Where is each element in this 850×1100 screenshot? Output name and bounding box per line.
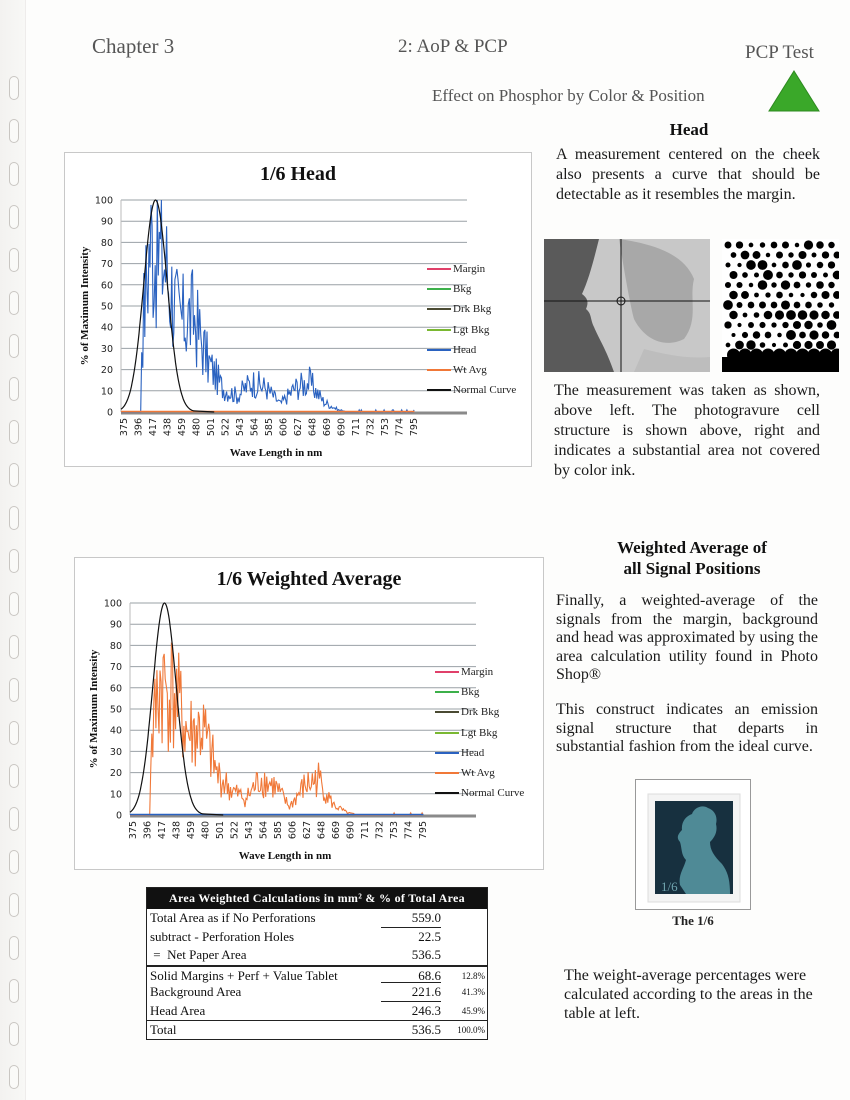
legend-label: Drk Bkg [453, 303, 492, 316]
legend-item [427, 340, 516, 360]
svg-text:774: 774 [394, 418, 406, 437]
stamp-image [635, 779, 751, 910]
svg-text:711: 711 [351, 418, 362, 437]
legend-swatch [427, 369, 451, 371]
svg-text:732: 732 [374, 821, 386, 840]
legend-item [435, 743, 524, 763]
binding-strip [0, 0, 26, 1100]
svg-text:501: 501 [215, 821, 226, 840]
binding-hole [9, 592, 19, 616]
legend-swatch [427, 308, 451, 310]
svg-text:10: 10 [109, 789, 122, 801]
cell-structure-photo [722, 239, 839, 372]
svg-text:501: 501 [206, 418, 217, 437]
row-label: Background Area [150, 984, 242, 999]
binding-hole [9, 936, 19, 960]
chart-legend [427, 259, 516, 400]
svg-text:732: 732 [365, 418, 377, 437]
legend-label: Bkg [453, 283, 472, 296]
legend-swatch [435, 792, 459, 794]
binding-hole [9, 334, 19, 358]
table-row [147, 1002, 487, 1021]
svg-text:90: 90 [109, 619, 122, 631]
weighted-title-line2: all Signal Positions [623, 559, 761, 578]
binding-hole [9, 205, 19, 229]
svg-text:753: 753 [389, 821, 400, 840]
svg-text:10: 10 [100, 386, 113, 398]
binding-hole [9, 119, 19, 143]
table-row [147, 909, 487, 928]
svg-text:80: 80 [109, 640, 122, 652]
test-label: PCP Test [745, 42, 814, 63]
binding-hole [9, 678, 19, 702]
legend-item [427, 279, 516, 299]
svg-text:690: 690 [345, 821, 357, 840]
svg-text:438: 438 [171, 821, 183, 840]
svg-text:690: 690 [336, 418, 348, 437]
table-row [147, 928, 487, 947]
binding-hole [9, 506, 19, 530]
svg-text:60: 60 [109, 683, 122, 695]
row-label: Total [150, 1022, 177, 1037]
legend-label: Head [461, 746, 485, 759]
weighted-paragraph-1: Finally, a weighted-average of the signals from the margin, background and head was approximated by using the area calculation utility found in Photo Shop® [556, 592, 818, 683]
binding-hole [9, 248, 19, 272]
legend-item [427, 380, 516, 400]
svg-text:396: 396 [142, 821, 154, 840]
legend-label: Lgt Bkg [453, 323, 490, 336]
svg-text:60: 60 [100, 280, 113, 292]
row-pct: 100.0% [457, 1025, 485, 1035]
svg-text:627: 627 [302, 821, 313, 840]
legend-swatch [427, 349, 451, 351]
svg-text:669: 669 [331, 821, 342, 840]
legend-swatch [427, 329, 451, 331]
svg-text:585: 585 [264, 418, 275, 437]
legend-swatch [435, 752, 459, 754]
legend-swatch [435, 691, 459, 693]
legend-label: Drk Bkg [461, 706, 500, 719]
row-value: 559.0 [381, 909, 441, 928]
triangle-icon [768, 70, 820, 112]
svg-text:417: 417 [148, 418, 159, 437]
table-row [147, 1020, 487, 1039]
binding-hole [9, 893, 19, 917]
svg-text:522: 522 [229, 821, 241, 840]
row-pct [441, 909, 487, 928]
svg-text:459: 459 [186, 821, 197, 840]
svg-text:70: 70 [109, 662, 122, 674]
legend-label: Normal Curve [453, 384, 517, 397]
svg-text:Wave Length in nm: Wave Length in nm [238, 850, 332, 862]
svg-text:50: 50 [109, 704, 122, 716]
binding-hole [9, 721, 19, 745]
svg-text:795: 795 [418, 821, 429, 840]
row-pct: 12.8% [461, 970, 485, 981]
legend-item [435, 723, 524, 743]
binding-hole [9, 1022, 19, 1046]
row-pct [441, 946, 487, 965]
svg-text:543: 543 [235, 418, 246, 437]
svg-text:Wave Length in nm: Wave Length in nm [229, 447, 323, 459]
table-row [147, 965, 487, 984]
svg-text:20: 20 [100, 365, 113, 377]
legend-item [435, 763, 524, 783]
legend-label: Wt Avg [461, 767, 495, 780]
binding-hole [9, 420, 19, 444]
legend-swatch [427, 268, 451, 270]
legend-item [435, 783, 524, 803]
row-value: 246.3 [411, 1002, 441, 1018]
head-chart [64, 152, 532, 467]
legend-label: Margin [453, 263, 486, 276]
chapter-label: Chapter 3 [92, 34, 175, 58]
row-value: 68.6 [381, 967, 441, 984]
legend-item [435, 662, 524, 682]
table-title: Area Weighted Calculations in mm² & % of Total Area [147, 888, 487, 909]
svg-text:30: 30 [109, 746, 122, 758]
chart-title: 1/6 Head [259, 163, 337, 185]
row-label: Solid Margins + Perf + Value Tablet [150, 967, 338, 983]
legend-item [427, 259, 516, 279]
binding-hole [9, 807, 19, 831]
svg-text:648: 648 [307, 418, 319, 437]
legend-label: Lgt Bkg [461, 726, 498, 739]
svg-text:648: 648 [316, 821, 328, 840]
stamp-value-text: 1/6 [661, 879, 678, 894]
area-weighted-table [146, 887, 488, 1040]
legend-label: Normal Curve [461, 787, 525, 800]
head-section-caption: The measurement was taken as shown, above left. The photogravure cell structure is shown above, right and indicates a substantial area not covered by color ink. [554, 382, 820, 479]
binding-hole [9, 1065, 19, 1089]
legend-label: Wt Avg [453, 364, 487, 377]
svg-text:669: 669 [322, 418, 333, 437]
legend-item [427, 320, 516, 340]
head-section-paragraph: A measurement centered on the cheek also presents a curve that should be detectable as it resembles the margin. [556, 146, 820, 203]
svg-text:606: 606 [278, 418, 290, 437]
binding-hole [9, 377, 19, 401]
svg-text:480: 480 [200, 821, 212, 840]
row-label: = Net Paper Area [150, 947, 247, 962]
legend-item [435, 682, 524, 702]
legend-swatch [427, 288, 451, 290]
svg-text:774: 774 [403, 821, 415, 840]
svg-text:606: 606 [287, 821, 299, 840]
svg-text:40: 40 [100, 322, 113, 334]
binding-hole [9, 979, 19, 1003]
svg-text:375: 375 [119, 418, 130, 437]
section-label: 2: AoP & PCP [398, 36, 508, 57]
binding-hole [9, 76, 19, 100]
svg-text:753: 753 [380, 418, 391, 437]
binding-hole [9, 162, 19, 186]
chart-title: 1/6 Weighted Average [216, 568, 402, 590]
legend-swatch [435, 732, 459, 734]
svg-text:417: 417 [157, 821, 168, 840]
weighted-paragraph-2: This construct indicates an emission signal structure that departs in substantial fashion from the ideal curve. [556, 701, 818, 755]
row-label: Head Area [150, 1002, 206, 1018]
table-row [147, 946, 487, 965]
binding-hole [9, 850, 19, 874]
svg-text:20: 20 [109, 768, 122, 780]
svg-text:100: 100 [94, 195, 113, 207]
svg-text:0: 0 [115, 810, 122, 822]
svg-text:438: 438 [162, 418, 174, 437]
legend-swatch [435, 671, 459, 673]
table-row [147, 983, 487, 1002]
row-pct [441, 928, 487, 947]
stamp-caption: The 1/6 [672, 913, 714, 928]
legend-label: Bkg [461, 686, 480, 699]
binding-hole [9, 291, 19, 315]
weighted-average-chart [74, 557, 544, 870]
svg-text:585: 585 [273, 821, 284, 840]
svg-text:40: 40 [109, 725, 122, 737]
row-value: 536.5 [411, 947, 441, 962]
binding-hole [9, 549, 19, 573]
svg-text:90: 90 [100, 216, 113, 228]
legend-item [427, 299, 516, 319]
page-subtitle: Effect on Phosphor by Color & Position [432, 86, 705, 105]
weighted-section-title [570, 537, 814, 579]
svg-text:627: 627 [293, 418, 304, 437]
svg-text:% of Maximum Intensity: % of Maximum Intensity [88, 649, 100, 769]
binding-hole [9, 635, 19, 659]
svg-text:% of Maximum Intensity: % of Maximum Intensity [79, 246, 91, 366]
svg-text:459: 459 [177, 418, 188, 437]
svg-text:375: 375 [128, 821, 139, 840]
legend-label: Head [453, 343, 477, 356]
row-value: 536.5 [411, 1022, 441, 1037]
row-label: Total Area as if No Perforations [150, 910, 316, 925]
svg-text:0: 0 [106, 407, 113, 419]
svg-text:564: 564 [249, 418, 261, 437]
svg-text:100: 100 [103, 598, 122, 610]
svg-text:396: 396 [133, 418, 145, 437]
legend-swatch [427, 389, 451, 391]
svg-text:50: 50 [100, 301, 113, 313]
legend-swatch [435, 711, 459, 713]
row-pct: 45.9% [461, 1005, 485, 1016]
svg-text:711: 711 [360, 821, 371, 840]
svg-text:80: 80 [100, 237, 113, 249]
legend-item [435, 702, 524, 722]
row-value: 22.5 [418, 928, 441, 944]
legend-swatch [435, 772, 459, 774]
svg-text:480: 480 [191, 418, 203, 437]
chart-legend [435, 662, 524, 803]
closing-paragraph: The weight-average percentages were calculated according to the areas in the table at left. [564, 967, 813, 1022]
binding-hole [9, 463, 19, 487]
head-section-title: Head [669, 120, 709, 139]
svg-text:543: 543 [244, 821, 255, 840]
row-label: subtract - Perforation Holes [150, 928, 295, 944]
binding-hole [9, 764, 19, 788]
legend-item [427, 360, 516, 380]
weighted-title-line1: Weighted Average of [617, 538, 767, 557]
svg-text:70: 70 [100, 259, 113, 271]
svg-text:795: 795 [409, 418, 420, 437]
svg-text:564: 564 [258, 821, 270, 840]
row-value: 221.6 [381, 983, 441, 1002]
cheek-measurement-photo [544, 239, 710, 372]
svg-text:30: 30 [100, 343, 113, 355]
legend-label: Margin [461, 666, 494, 679]
row-pct: 41.3% [461, 987, 485, 997]
svg-text:522: 522 [220, 418, 232, 437]
